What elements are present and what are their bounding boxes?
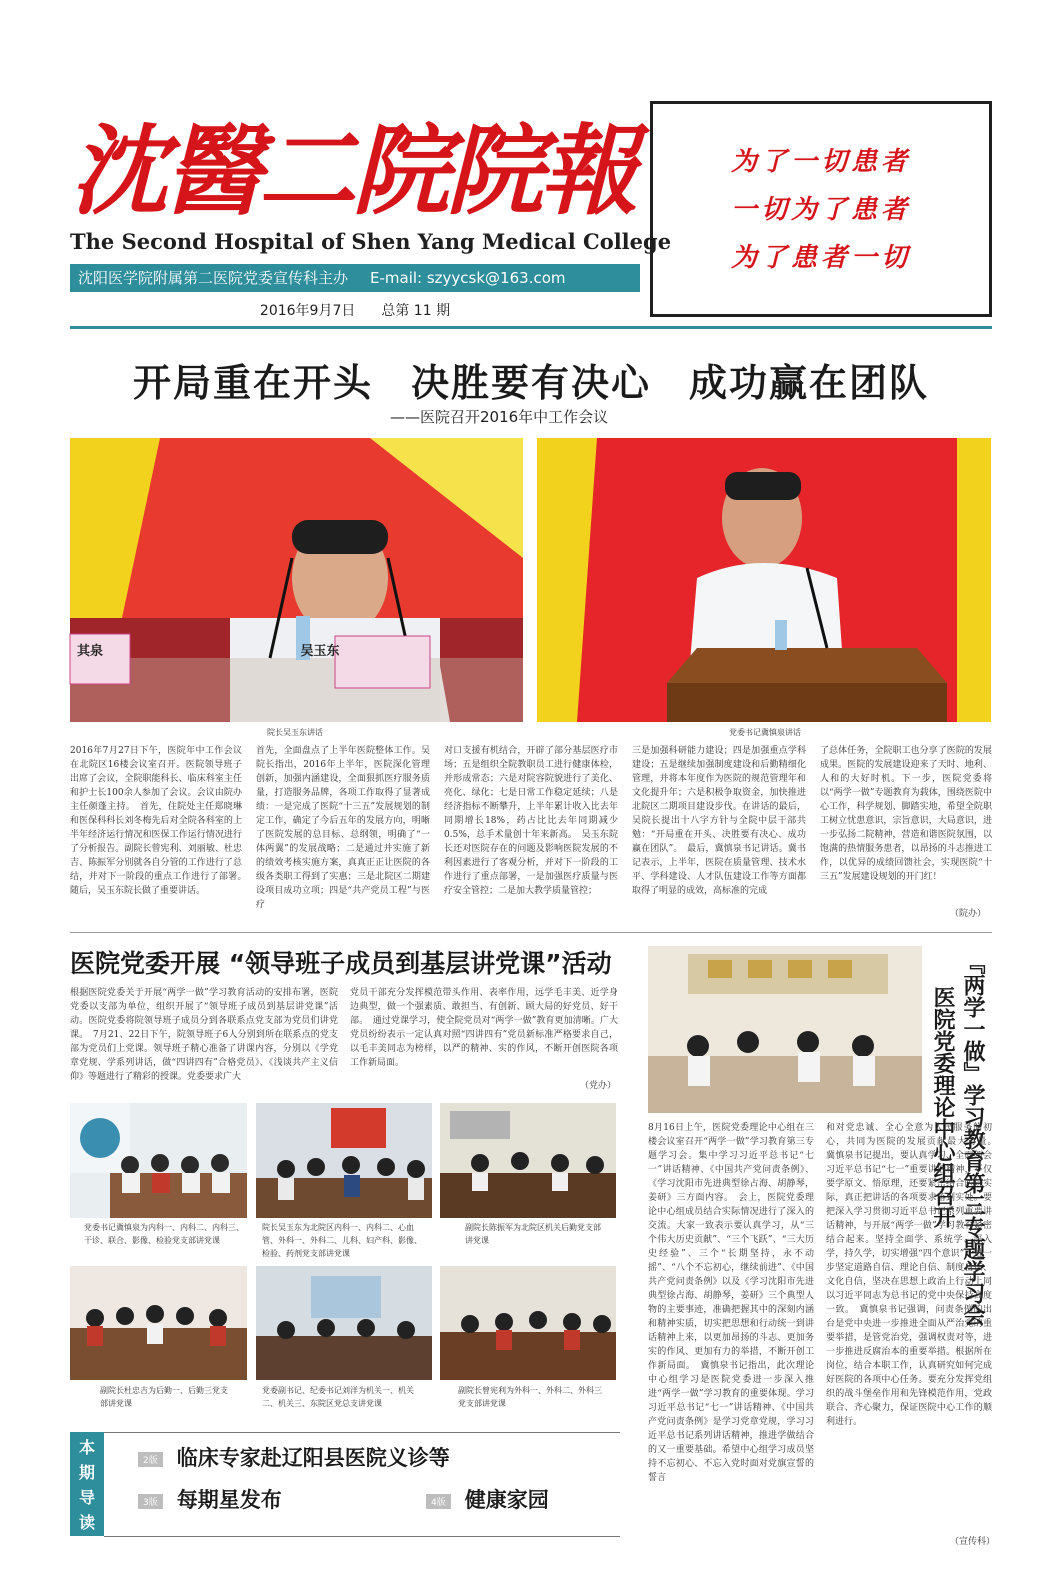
guide-item-page-4[interactable] [426,1484,549,1514]
guide-label-char-3: 导 [78,1488,95,1507]
party-lecture-photo-4 [70,1266,247,1380]
masthead-divider [70,326,992,329]
guide-version-badge: 3版 [138,1494,163,1509]
party-lecture-caption-4: 副院长杜忠吉为后勤一、后勤三党支部讲党课 [100,1386,228,1408]
lead-byline: （院办） [950,909,987,919]
guide-label-char-4: 读 [78,1513,95,1532]
article3-byline: （宣传科） [950,1537,996,1547]
lead-headline [70,352,992,407]
guide-item-title: 临床专家赴辽阳县医院义诊等 [176,1445,450,1470]
newspaper-english-title: The Second Hospital of Shen Yang Medical College [70,229,672,254]
slogan-line-2: 一切为了患者 [730,195,911,225]
party-lecture-photo-6 [440,1266,616,1380]
party-lecture-caption-6: 副院长曾宪利为外科一、外科二、外科三党支部讲党课 [458,1386,602,1408]
publisher-name: 沈阳医学院附属第二医院党委宣传科主办 [78,269,349,287]
lead-subtitle: ——医院召开2016年中工作会议 [390,408,609,426]
guide-rule-top [104,1432,620,1433]
article2-headline: 医院党委开展 “领导班子成员到基层讲党课”活动 [70,949,612,978]
party-lecture-caption-3: 副院长陈振军为北院区机关后勤党支部讲党课 [465,1223,601,1245]
photo-secretary-speech [537,438,991,722]
guide-item-page-3[interactable] [138,1484,282,1514]
party-lecture-photo-2 [256,1103,432,1218]
lead-column-3: 对口支援有机结合，开辟了部分基层医疗市场；五是组织全院教职员工进行健康体检，并形成常态；六是对院容院貌进行了美化、亮化、绿化；七是日常工作稳定延续；八是经济指标不断攀升，上半年累计收入比去年同期增长18%，药占比比去年同期减少0.5%，总手术量创十年来新高。 吴玉东院长还对医院存在的问题及影响医院发展的不利因素进行了客观分析，并对下一阶段的工作进行了重点部署，一是加强医疗质量与医疗安全管控；二是加大教学质量管控； [444,746,618,896]
photo-president-speech [70,438,523,722]
guide-label-char-1: 本 [78,1438,95,1457]
article3-column-2: 和对党忠诚、全心全意为人民服务的初心，共同为医院的发展贡献最大力量。 冀慎泉书记提出，要认真学习、全面领会习近平总书记“七一”重要讲话精神，不仅要学原文、悟原理，还要紧密结合医院实际，真正把讲话的各项要求落到实处。要把深入学习贯彻习近平总书记系列重要讲话精神，与开展“两学一做”学习教育紧密结合起来。坚持全面学、系统学、深入学，持久学，切实增强“四个意识”，进一步坚定道路自信、理论自信、制度自信、文化自信，坚决在思想上政治上行动上同以习近平同志为总书记的党中央保持高度一致。 冀慎泉书记强调，问责条例的出台是党中央进一步推进全面从严治党的重要举措，是管党治党，强调权责对等，进一步推进反腐治本的重要举措。根据所在岗位，结合本职工作，认真研究如何完成好医院的各项中心任务。要充分发挥党组织的战斗堡垒作用和先锋模范作用，党政联合、齐心聚力，保证医院中心工作的顺利进行。 [826,1123,1002,1427]
theory-group-meeting-photo [648,946,922,1113]
article2-column-1: 根据医院党委关于开展“两学一做”学习教育活动的安排布署，医院党委以支部为单位，组织开展了“领导班子成员到基层讲党课”活动。医院党委将院领导班子成员分到各联系点党支部为党员们讲党课。 7月21、22日下午，院领导班子6人分别到所在联系点的党支部为党员们上党课。领导班子精心准备了讲课内容，分别以《学党章党规、学系列讲话，做“四讲四有”合格党员》、《浅谈共产主义信仰》等题进行了精彩的授课。党委要求广大 [70,988,338,1082]
slogan-line-1: 为了一切患者 [730,147,911,177]
issue-line [70,300,640,320]
photo-caption-left: 院长吴玉东讲话 [267,728,323,737]
article3-headline-line-1: 『两学一做』学习教育第三专题学习会 [960,952,985,1326]
issue-date: 2016年9月7日 [259,303,356,319]
party-lecture-photo-1 [70,1103,247,1218]
publisher-bar [70,264,640,292]
guide-version-badge: 4版 [426,1494,451,1509]
party-lecture-photo-3 [440,1103,616,1218]
issue-guide-label [70,1432,104,1536]
slogan-box [650,101,992,317]
guide-label-char-2: 期 [78,1463,95,1482]
party-lecture-photo-5 [256,1266,432,1380]
guide-item-title: 每期星发布 [176,1487,282,1512]
guide-item-title: 健康家园 [464,1487,549,1512]
lead-column-4: 三是加强科研能力建设；四是加强重点学科建设；五是继续加强制度建设和后勤精细化管理，并将本年度作为医院的规范管理年和文化提升年；六是积极争取资金，加快推进北院区二期项目建设步伐。在讲话的最后，吴院长提出十八字方针与全院中层干部共勉：“开局重在开头、决胜要有决心、成功赢在团队”。 最后，冀慎泉书记讲话。冀书记表示，上半年，医院在质量管理、技术水平、学科建设、人才队伍建设工作等方面都取得了明显的成效，高标准的完成 [632,746,806,896]
newspaper-title: 沈醫二院院報 [70,114,635,229]
guide-version-badge: 2版 [138,1452,163,1467]
lead-column-5: 了总体任务，全院职工也分享了医院的发展成果。医院的发展建设迎来了天时、地利、人和的大好时机。下一步，医院党委将以“两学一做”专题教育为载体，围绕医院中心工作，科学规划、脚踏实地，希望全院职工树立忧患意识，宗旨意识，大局意识，进一步弘扬二院精神，营造和谐医院氛围，以饱满的热情服务患者，以昂扬的斗志推进工作，以优异的成绩回馈社会，实现医院“十三五”发展建设规划的开门红！ [820,746,992,882]
article2-byline: （党办） [580,1081,617,1091]
lead-headline-part-3: 成功赢在团队 [689,361,930,405]
article3-column-1: 8月16日上午，医院党委理论中心组在三楼会议室召开“两学一做”学习教育第三专题学习会。集中学习习近平总书记“七一”讲话精神、《中国共产党问责条例》、《学习沈阳市先进典型徐占海、胡静琴，姜研》三方面内容。 会上，医院党委理论中心组成员结合实际情况进行了深入的交流。大家一致表示要认真学习，从“三个伟大历史贡献”、“三个飞跃”、“三大历史经验”、三个“长期坚持，永不动摇”、“八个不忘初心，继续前进”、《中国共产党问责条例》以及《学习沈阳市先进典型徐占海、胡静琴，姜研》三个典型人物的主要事迹，准确把握其中的深刻内涵和精神实质，切实把思想和行动统一到讲话精神上来，以更加昂扬的斗志、更加务实的作风、更加有力的举措，不断开创工作新局面。 冀慎泉书记指出，此次理论中心组学习是医院党委进一步深入推进“两学一做”学习教育的重要体现。学习习近平总书记“七一”讲话精神、《中国共产党问责条例》是学习党章党规，学习习近平总书记系列讲话精神，推进学做结合的又一重要基础。希望中心组学习成员坚持不忘初心、不忘入党时面对党旗宣誓的誓言 [648,1123,814,1483]
lead-headline-part-2: 决胜要有决心 [410,361,651,405]
party-lecture-caption-1: 党委书记冀慎泉为内科一、内科二、内科三、干诊、联合、影像、检验党支部讲党课 [84,1223,244,1245]
article2-column-2: 党员干部充分发挥模范带头作用、表率作用，远学毛丰美、近学身边典型，做一个强素质、敢担当、有创新、顾大局的好党员、好干部。 通过党课学习，使全院党员对“两学一做”教育更加清晰。广大党员纷纷表示一定认真对照“四讲四有”党员新标准严格要求自己，以毛丰美同志为榜样，以严的精神、实的作风，不断开创医院各项工作新局面。 [350,988,618,1068]
publisher-email[interactable]: E-mail: szyycsk@163.com [370,269,566,287]
guide-rule-bottom [104,1536,620,1537]
party-lecture-caption-2: 院长吴玉东为北院区内科一、内科二、心血管、外科一、外科二、儿科、妇产科、影像、检验、药剂党支部讲党课 [262,1223,422,1258]
guide-item-page-2[interactable] [138,1442,450,1472]
lead-headline-part-1: 开局重在开头 [132,361,373,405]
section-divider [70,932,992,933]
lead-column-1: 2016年7月27日下午，医院年中工作会议在北院区16楼会议室召开。医院领导班子出席了会议，全院职能科长、临床科室主任和护士长100余人参加了会议。会议由院办主任颜蓬主持。 首先，住院处主任郑晓琳和医保科科长刘冬梅先后对全院各科室的上半年经济运行情况和医保工作运行情况进行了分析报告。副院长曾宪利、刘丽敏、杜忠吉、陈振军分别就各自分管的工作进行了总结，并对下一阶段的重点工作进行了部署。 随后，吴玉东院长做了重要讲话。 [70,746,252,896]
party-lecture-caption-5: 党委副书记、纪委书记刘洋为机关一、机关二、机关三、东院区党总支讲党课 [262,1386,414,1408]
photo-nameplate-2: 其泉 [76,644,103,659]
issue-number: 总第 11 期 [381,303,451,319]
article3-headline-line-2: 医院党委理论中心组召开 [930,986,955,1228]
photo-nameplate: 吴玉东 [300,644,340,659]
photo-caption-right: 党委书记冀慎泉讲话 [729,728,801,737]
lead-column-2: 首先，全面盘点了上半年医院整体工作。吴院长指出，2016年上半年，医院深化管理创新，加强内涵建设，全面狠抓医疗服务质量，打造服务品牌，各项工作取得了显著成绩：一是完成了医院“十三五”发展规划的制定工作，确定了今后五年的发展方向，明晰了医院发展的总目标、总纲领，明确了“一体两翼”的发展战略；二是通过并实施了新的绩效考核实施方案，真真正正让医院的各级各类职工得到了实惠；三是北院区二期建设项目成功立项；四是“共产党员工程”与医疗 [256,746,430,910]
slogan-line-3: 为了患者一切 [730,243,911,273]
